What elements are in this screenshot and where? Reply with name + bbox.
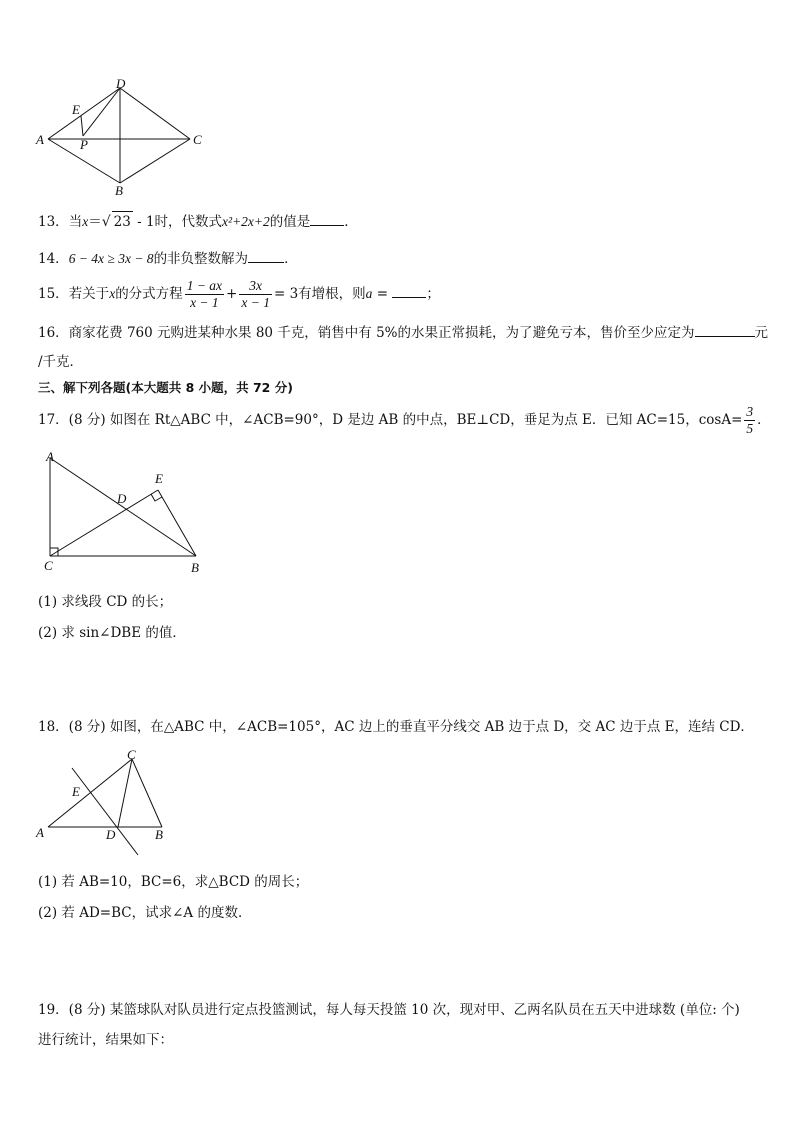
label-D: D	[116, 78, 126, 91]
answer-blank	[248, 248, 284, 263]
label-E: E	[155, 471, 163, 486]
question-17: 17．(8 分) 如图在 Rt△ABC 中，∠ACB=90°，D 是边 AB 的中点，BE⊥CD，垂足为点 E．已知 AC=15，cosA= $\frac{3}{5}$ ．	[38, 404, 771, 436]
triangle-figure-17	[38, 448, 208, 578]
label-C: C	[44, 558, 53, 573]
label-B: B	[155, 827, 163, 842]
label-E: E	[72, 784, 80, 799]
label-E: E	[72, 102, 80, 117]
answer-blank	[695, 322, 755, 337]
label-A: A	[36, 132, 44, 147]
q18-sub1: (1) 若 AB=10，BC=6，求△BCD 的周长；	[38, 874, 309, 890]
question-19-line2: 进行统计，结果如下：	[38, 1032, 173, 1048]
label-D: D	[106, 827, 116, 842]
label-B: B	[115, 183, 123, 198]
fraction-2: $\frac{3x}{x - 1}$	[241, 278, 270, 310]
question-14: 14．6 − 4x ≥ 3x − 8的非负整数解为 ．	[38, 248, 298, 269]
answer-blank	[310, 211, 344, 226]
fraction-cosA: $\frac{3}{5}$	[746, 404, 754, 436]
answer-blank	[392, 283, 426, 298]
question-16-line2: /千克．	[38, 354, 84, 370]
question-16-line1: 16．商家花费 760 元购进某种水果 80 千克，销售中有 5%的水果正常损耗，为了避免亏本，售价至少应定为 元	[38, 322, 768, 343]
question-18: 18．(8 分) 如图，在△ABC 中，∠ACB=105°，AC 边上的垂直平分线交 AB 边于点 D，交 AC 边于点 E，连结 CD．	[38, 719, 754, 735]
section-heading: 三、解下列各题(本大题共 8 小题，共 72 分)	[38, 380, 293, 395]
label-P: P	[80, 137, 88, 152]
q17-sub1: (1) 求线段 CD 的长；	[38, 594, 173, 610]
question-13: 13．当x＝√ 23 - 1时，代数式x²+2x+2的值是 ．	[38, 211, 358, 232]
q18-sub2: (2) 若 AD=BC，试求∠A 的度数．	[38, 905, 252, 921]
triangle-figure-18	[34, 745, 184, 860]
label-C: C	[127, 747, 136, 762]
label-C: C	[193, 132, 202, 147]
label-A: A	[46, 449, 54, 464]
rhombus-figure	[30, 78, 210, 200]
label-A: A	[36, 825, 44, 840]
fraction-1: $\frac{1 - ax}{x - 1}$	[186, 278, 223, 310]
q17-sub2: (2) 求 sin∠DBE 的值．	[38, 625, 186, 641]
label-D: D	[117, 491, 127, 506]
question-19-line1: 19．(8 分) 某篮球队对队员进行定点投篮测试，每人每天投篮 10 次，现对甲、乙两名队员在五天中进球数 (单位: 个)	[38, 1002, 740, 1018]
question-15: 15．若关于x的分式方程 $\frac{1 - ax}{x - 1}$ + $\frac{3x}{x - 1}$ = 3有增根，则a = ；	[38, 278, 440, 310]
label-B: B	[191, 560, 199, 575]
